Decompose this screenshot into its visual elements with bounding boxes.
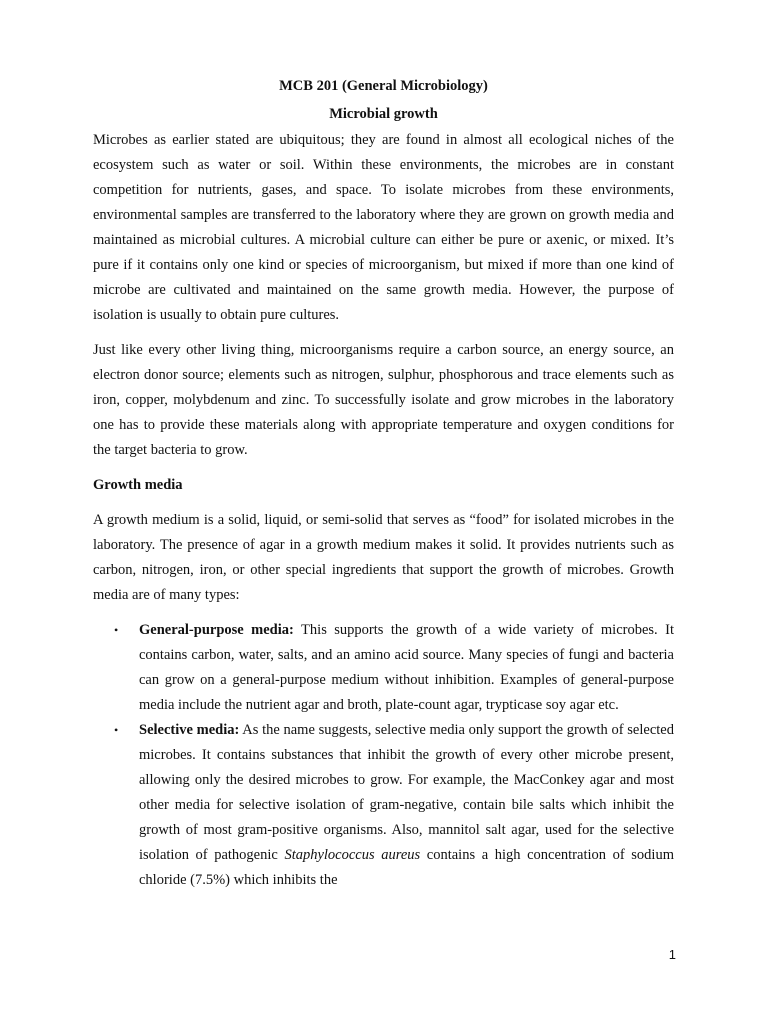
requirements-paragraph: Just like every other living thing, microorganisms require a carbon source, an energy source, an electron donor source; elements such as nitrogen, sulphur, phosphorous and trace elements such as iron, copper, molybdenum and zinc. To successfully isolate and grow microbes in the laboratory one has to provide these materials along with appropriate temperature and oxygen conditions for the target bacteria to grow.: [93, 342, 674, 458]
page-number: 1: [668, 947, 676, 962]
list-item-selective-media: [93, 718, 674, 893]
list-item-text: This supports the growth of a wide variety of microbes. It contains carbon, water, salts, and an amino acid source. Many species of fungi and bacteria can grow on a general-purpose medium without inhibition. Examples of general-purpose media include the nutrient agar and broth, plate-count agar, trypticase soy agar etc.: [139, 622, 674, 713]
list-item-term: General-purpose media:: [139, 622, 294, 638]
bullet-icon: •: [114, 623, 119, 637]
growth-media-paragraph: A growth medium is a solid, liquid, or semi-solid that serves as “food” for isolated microbes in the laboratory. The presence of agar in a growth medium makes it solid. It provides nutrients such as carbon, nitrogen, iron, or other special ingredients that support the growth of microbes. Growth media are of many types:: [93, 512, 674, 603]
document-content: [93, 76, 674, 893]
intro-paragraph: Microbes as earlier stated are ubiquitous; they are found in almost all ecological niches of the ecosystem such as water or soil. Within these environments, the microbes are in constant competition for nutrients, gases, and space. To isolate microbes from these environments, environmental samples are transferred to the laboratory where they are grown on growth media and maintained as microbial cultures. A microbial culture can either be pure or axenic, or mixed. It’s pure if it contains only one kind or species of microorganism, but mixed if more than one kind of microbe are cultivated and maintained on the same growth media. However, the purpose of isolation is usually to obtain pure cultures.: [93, 132, 674, 323]
list-item-general-purpose-media: [93, 618, 674, 718]
bullet-icon: •: [114, 723, 119, 737]
list-item-term: Selective media:: [139, 722, 240, 738]
section-heading-growth-media: Growth media: [93, 477, 183, 493]
course-title: MCB 201 (General Microbiology): [279, 78, 488, 94]
media-types-list: [93, 618, 674, 893]
topic-title: Microbial growth: [329, 106, 438, 122]
organism-name: Staphylococcus aureus: [284, 847, 421, 863]
list-item-text: As the name suggests, selective media only support the growth of selected microbes. It contains substances that inhibit the growth of every other microbe present, allowing only the desired microbes to grow. For example, the MacConkey agar and most other media for selective isolation of gram-negative, contain bile salts which inhibit the growth of most gram-positive organisms. Also, mannitol salt agar, used for the selective isolation of pathogenic: [139, 722, 674, 863]
list-item-text-continued: contains a high concentration of sodium chloride (7.5%) which inhibits the: [139, 847, 674, 888]
